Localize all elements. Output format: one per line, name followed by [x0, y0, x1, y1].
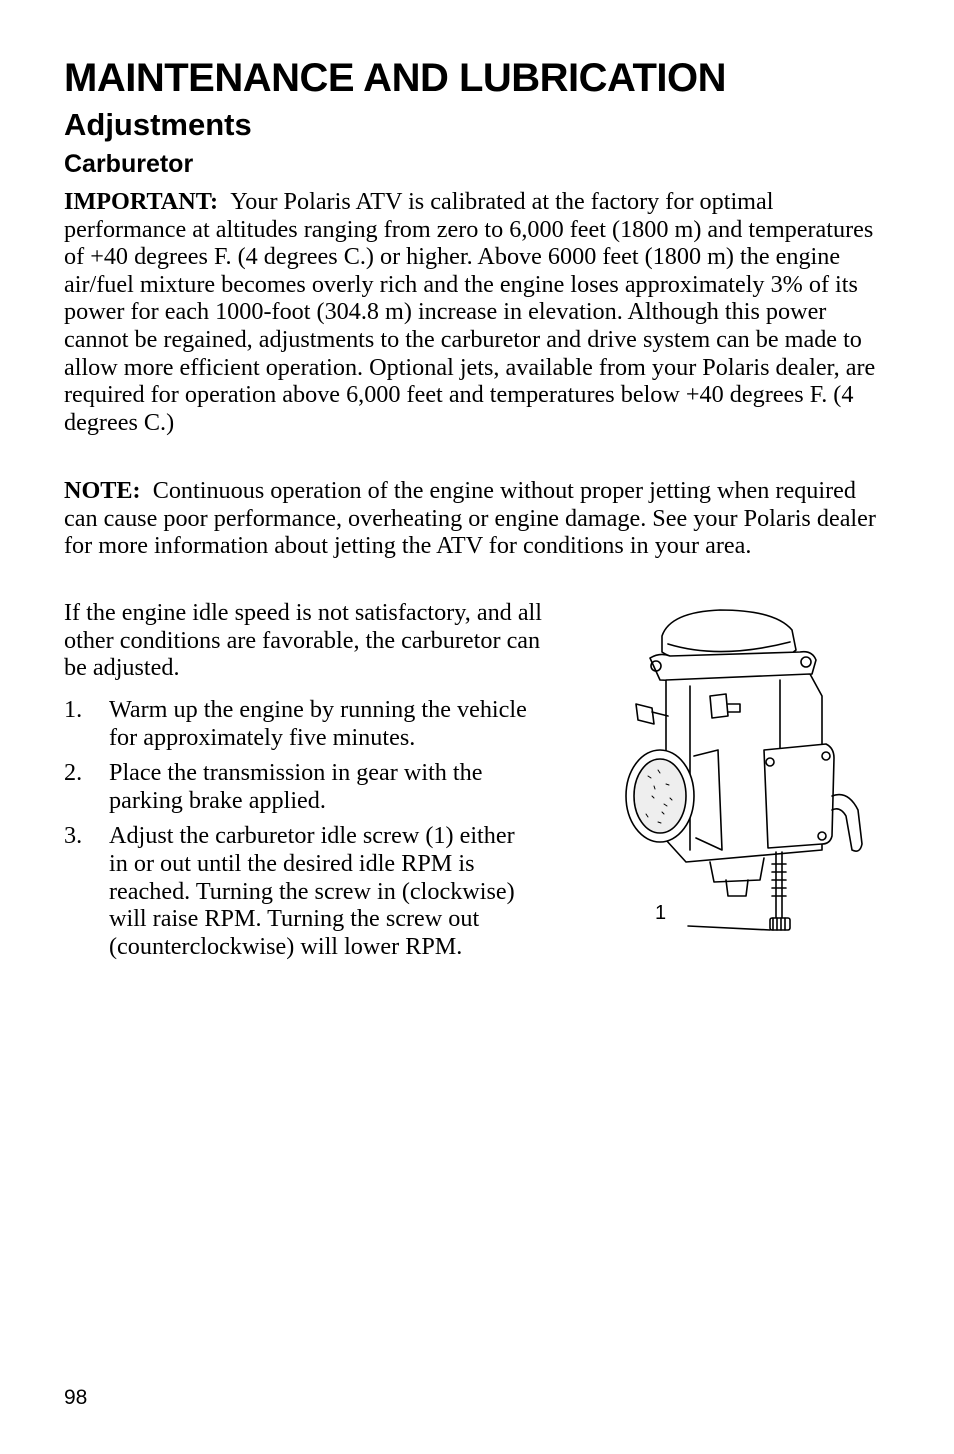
list-item [64, 759, 534, 814]
list-item [64, 822, 534, 960]
step-text: Adjust the carburetor idle screw (1) either in or out until the desired idle RPM is reached. Turning the screw in (clockwise) will raise RPM. Turning the screw out (counterclockwise) will lower RPM. [109, 822, 515, 960]
note-text: Continuous operation of the engine without proper jetting when required can cause poor performance, overheating or engine damage. See your Polaris dealer for more information about jetting the ATV for conditions in your area. [64, 477, 876, 560]
important-text: Your Polaris ATV is calibrated at the factory for optimal performance at altitudes ranging from zero to 6,000 feet (1800 m) and temperatures of +40 degrees F. (4 degrees C.) or higher. Above 6000 feet (1800 m) the engine air/fuel mixture becomes overly rich and the engine loses approximately 3% of its power for each 1000-foot (304.8 m) increase in elevation. Although this power cannot be regained, adjustments to the carburetor and drive system can be made to allow more efficient operation. Optional jets, available from your Polaris dealer, are required for operation above 6,000 feet and temperatures below +40 degrees F. (4 degrees C.) [64, 188, 876, 436]
important-label: IMPORTANT: [64, 188, 219, 215]
topic-title: Carburetor [64, 150, 194, 178]
section-title: MAINTENANCE AND LUBRICATION [64, 56, 727, 100]
note-label: NOTE: [64, 477, 141, 504]
page-number: 98 [64, 1386, 88, 1409]
step-number: 1. [64, 696, 83, 723]
important-paragraph [64, 188, 884, 436]
step-number: 2. [64, 759, 83, 787]
carburetor-illustration [600, 600, 880, 950]
subsection-title: Adjustments [64, 107, 252, 142]
note-paragraph [64, 477, 884, 560]
step-number: 3. [64, 822, 83, 850]
adjustment-steps [64, 696, 534, 968]
intro-paragraph: If the engine idle speed is not satisfactory, and all other conditions are favorable, the carburetor can be adjusted. [64, 599, 542, 682]
figure-callout-label: 1 [655, 902, 667, 924]
step-text: Place the transmission in gear with the parking brake applied. [109, 759, 483, 814]
list-item [64, 696, 534, 751]
step-text: Warm up the engine by running the vehicle for approximately five minutes. [109, 696, 527, 751]
